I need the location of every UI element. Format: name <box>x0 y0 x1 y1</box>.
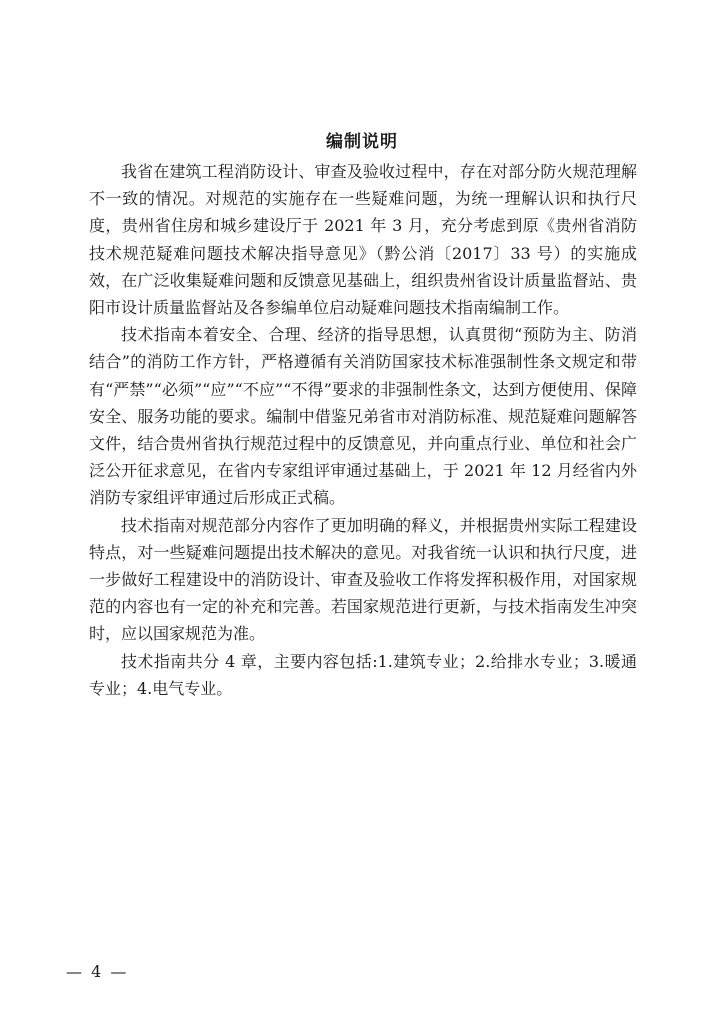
document-title: 编制说明 <box>326 132 398 153</box>
paragraph-2: 技术指南本着安全、合理、经济的指导思想，认真贯彻“预防为主、防消结合”的消防工作方针，严格遵循有关消防国家技术标准强制性条文规定和带有“严禁”“必须”“应”“不应”“不得”要求的非强制性条文，达到方便使用、保障安全、服务功能的要求。编制中借鉴兄弟省市对消防标准、规范疑难问题解答文件，结合贵州省执行规范过程中的反馈意见，并向重点行业、单位和社会广泛公开征求意见，在省内专家组评审通过基础上，于 2021 年 12 月经省内外消防专家组评审通过后形成正式稿。 <box>89 325 637 508</box>
paragraph-4: 技术指南共分 4 章，主要内容包括:1.建筑专业；2.给排水专业；3.暖通专业；4.电气专业。 <box>89 651 637 698</box>
page-number: — 4 — <box>66 962 129 981</box>
document-body <box>89 158 637 702</box>
paragraph-3: 技术指南对规范部分内容作了更加明确的释义，并根据贵州实际工程建设特点，对一些疑难问题提出技术解决的意见。对我省统一认识和执行尺度，进一步做好工程建设中的消防设计、审查及验收工作将发挥积极作用，对国家规范的内容也有一定的补充和完善。若国家规范进行更新，与技术指南发生冲突时，应以国家规范为准。 <box>89 515 637 644</box>
paragraph-1: 我省在建筑工程消防设计、审查及验收过程中，存在对部分防火规范理解不一致的情况。对规范的实施存在一些疑难问题，为统一理解认识和执行尺度，贵州省住房和城乡建设厅于 2021 年 3 月，充分考虑到原《贵州省消防技术规范疑难问题技术解决指导意见》（黔公消〔2017〕33 号）的实施成效，在广泛收集疑难问题和反馈意见基础上，组织贵州省设计质量监督站、贵阳市设计质量监督站及各参编单位启动疑难问题技术指南编制工作。 <box>89 162 637 318</box>
